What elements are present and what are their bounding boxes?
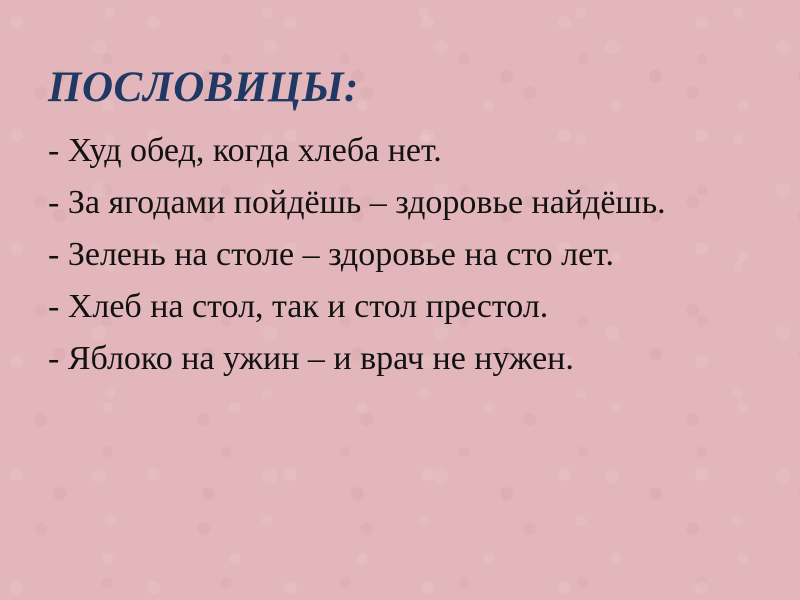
proverb-line: - Худ обед, когда хлеба нет. xyxy=(48,132,442,170)
proverb-line: - За ягодами пойдёшь – здоровье найдёшь. xyxy=(48,184,666,222)
proverb-line: - Зелень на столе – здоровье на сто лет. xyxy=(48,236,615,274)
proverb-line: - Хлеб на стол, так и стол престол. xyxy=(48,288,549,326)
proverb-line: - Яблоко на ужин – и врач не нужен. xyxy=(48,340,574,378)
slide-title: ПОСЛОВИЦЫ: xyxy=(48,64,359,111)
slide-text-block xyxy=(48,64,716,385)
